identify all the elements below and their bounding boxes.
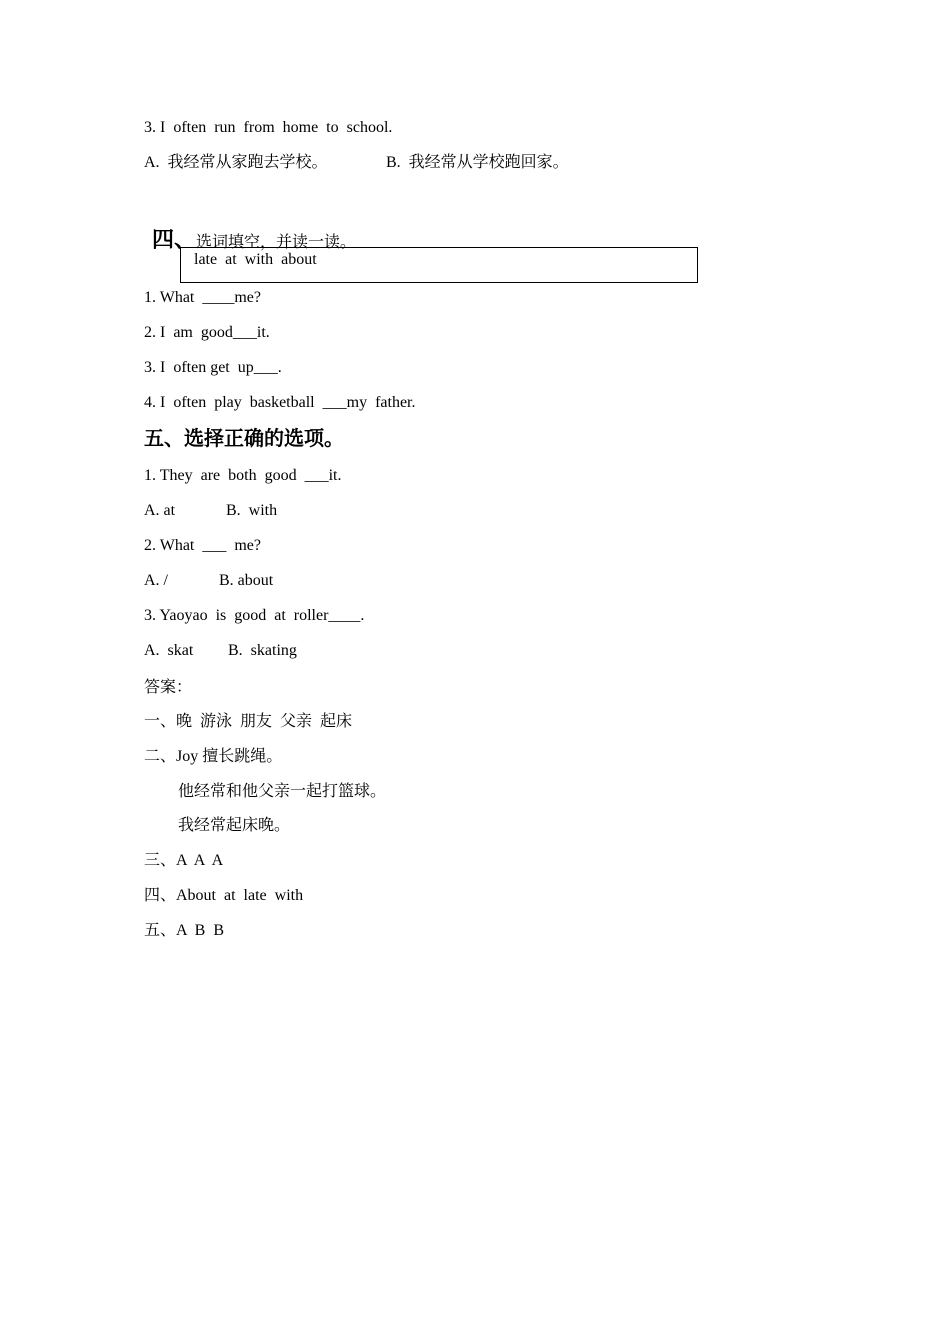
fill-item: 3. I often get up___. [144, 359, 282, 376]
mc-question: 1. They are both good ___it. [144, 467, 342, 484]
answer-line: 一、晚 游泳 朋友 父亲 起床 [144, 713, 353, 730]
answer-line: 五、A B B [144, 922, 225, 939]
section-number: 四、 [152, 227, 197, 252]
answer-line: 三、A A A [144, 852, 224, 869]
mc-option-b: B. with [226, 502, 278, 519]
fill-item: 4. I often play basketball ___my father. [144, 394, 416, 411]
answers-label: 答案： [144, 679, 193, 696]
question-text: 3. I often run from home to school. [144, 119, 393, 136]
answer-line: 四、About at late with [144, 887, 304, 904]
section-title: 五、选择正确的选项。 [144, 428, 344, 450]
word-bank-text: late at with about [194, 251, 317, 268]
mc-question: 3. Yaoyao is good at roller____. [144, 607, 365, 624]
answer-line: 我经常起床晚。 [178, 817, 291, 834]
section-instruction: 选词填空，并读一读。 [196, 234, 357, 251]
mc-question: 2. What ___ me? [144, 537, 262, 554]
mc-option-b: B. skating [228, 642, 297, 659]
mc-option-b: B. about [219, 572, 274, 589]
answer-line: 二、Joy 擅长跳绳。 [144, 748, 283, 765]
mc-option-a: A. / [144, 572, 168, 589]
fill-item: 1. What ____me? [144, 289, 262, 306]
mc-option-a: A. skat [144, 642, 194, 659]
answer-line: 他经常和他父亲一起打篮球。 [178, 783, 387, 800]
option-b: B. 我经常从学校跑回家。 [386, 154, 569, 171]
fill-item: 2. I am good___it. [144, 324, 270, 341]
word-bank-box [180, 247, 698, 283]
option-a: A. 我经常从家跑去学校。 [144, 154, 328, 171]
mc-option-a: A. at [144, 502, 176, 519]
